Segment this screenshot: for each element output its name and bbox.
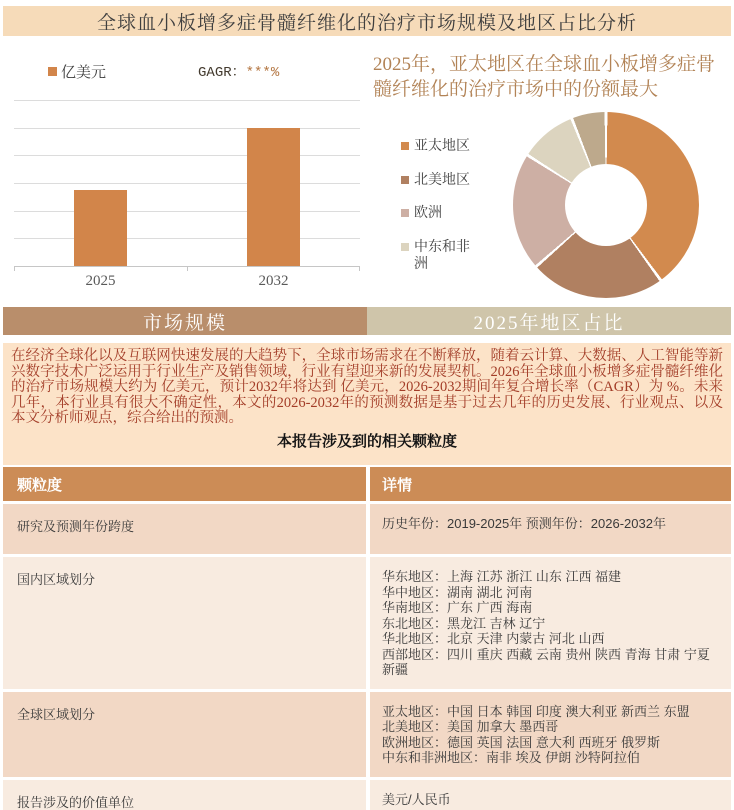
- row-details: [370, 780, 731, 810]
- tick-mark: [359, 267, 360, 271]
- row-details: [370, 557, 731, 689]
- donut-legend-item: [401, 239, 513, 274]
- donut-box: [513, 112, 699, 298]
- donut-chart-title: 2025年，亚太地区在全球血小板增多症骨髓纤维化的治疗市场中的份额最大: [373, 54, 716, 101]
- row-details: [370, 504, 731, 554]
- donut-legend-label: 北美地区: [414, 172, 470, 188]
- detail-line: 西部地区：四川 重庆 西藏 云南 贵州 陕西 青海 甘肃 宁夏 新疆: [382, 646, 710, 677]
- band-region-share: 2025年地区占比: [367, 307, 731, 335]
- table-row: [3, 557, 731, 689]
- detail-line: 华南地区：广东 广西 海南: [382, 600, 533, 615]
- table-header-granularity: 颗粒度: [3, 467, 366, 501]
- bar-series: [14, 100, 360, 266]
- donut-legend: [367, 112, 513, 298]
- table-row: [3, 692, 731, 777]
- detail-line: 美元/人民币: [382, 791, 451, 807]
- legend-swatch-icon: [401, 209, 409, 217]
- granularity-table: [3, 467, 731, 810]
- detail-line: 东北地区：黑龙江 吉林 辽宁: [382, 615, 546, 631]
- donut-chart: [367, 36, 734, 305]
- donut-legend-label: 欧洲: [414, 206, 442, 222]
- section-bands: [3, 307, 731, 335]
- donut-legend-item: [401, 138, 513, 156]
- cagr-annotation: [198, 61, 279, 81]
- bar-chart: [0, 36, 367, 305]
- row-label: 全球区域划分: [3, 692, 366, 777]
- x-axis-labels: [14, 273, 360, 290]
- x-tick-2025: 2025: [85, 273, 116, 289]
- detail-line: 华中地区：湖南 湖北 河南: [382, 584, 533, 600]
- granularity-title: 本报告涉及到的相关颗粒度: [276, 432, 457, 450]
- bar-2025: [74, 190, 127, 266]
- tick-mark: [14, 267, 15, 271]
- detail-line: 华北地区：北京 天津 内蒙古 河北 山西: [382, 631, 605, 646]
- bar-legend-label: 亿美元: [61, 63, 107, 81]
- tick-mark: [187, 267, 188, 271]
- legend-swatch-icon: [401, 142, 409, 150]
- detail-line: 欧洲地区：德国 英国 法国 意大利 西班牙 俄罗斯: [382, 734, 661, 750]
- detail-line: 亚太地区：中国 日本 韩国 印度 澳大利亚 新西兰 东盟: [382, 703, 690, 719]
- cagr-value: ***%: [245, 65, 280, 81]
- band-market-size: 市场规模: [3, 307, 367, 335]
- detail-line: 华东地区：上海 江苏 浙江 山东 江西 福建: [382, 569, 622, 584]
- analysis-block: [3, 343, 731, 465]
- row-label: 报告涉及的价值单位: [3, 780, 366, 810]
- table-body: [3, 504, 731, 810]
- table-row: [3, 780, 731, 810]
- donut-legend-item: [401, 172, 513, 190]
- legend-swatch-icon: [48, 67, 57, 76]
- donut-row: [367, 112, 734, 298]
- row-label: 国内区域划分: [3, 557, 366, 689]
- bar-chart-legend: [48, 62, 367, 80]
- detail-line: 中东和非洲地区：南非 埃及 伊朗 沙特阿拉伯: [382, 750, 640, 765]
- row-label: 研究及预测年份跨度: [3, 504, 366, 554]
- table-header-details: 详情: [370, 467, 731, 501]
- detail-line: 历史年份：2019-2025年 预测年份：2026-2032年: [382, 516, 666, 531]
- title-bar: [3, 6, 731, 36]
- bar-plot-area: [14, 100, 360, 267]
- x-tick-2032: 2032: [258, 273, 289, 289]
- table-row: [3, 504, 731, 554]
- page-title: 全球血小板增多症骨髓纤维化的治疗市场规模及地区占比分析: [96, 12, 637, 34]
- bar-2032: [247, 128, 300, 266]
- detail-line: 北美地区：美国 加拿大 墨西哥: [382, 719, 559, 734]
- legend-swatch-icon: [401, 243, 409, 251]
- legend-swatch-icon: [401, 176, 409, 184]
- table-header-row: [3, 467, 731, 501]
- charts-row: [0, 36, 734, 305]
- bar-plot-wrap: [14, 100, 360, 290]
- x-axis-ticks: [14, 267, 360, 271]
- donut-legend-item: [401, 205, 513, 223]
- donut-legend-label: 中东和非洲: [414, 239, 470, 273]
- donut-hole: [565, 164, 647, 246]
- analysis-paragraph: 在经济全球化以及互联网快速发展的大趋势下，全球市场需求在不断释放，随着云计算、大数据、人工智能等新兴数字技术广泛运用于行业生产及销售领域，行业有望迎来新的发展契机。2026年全球血小板增多症骨髓纤维化的治疗市场规模大约为 亿美元，预计2032年将达到 亿美元，2026-2032期间年复合增长率（CAGR）为 %。未来几年，本行业具有很大不确定性，本文的2026-2032年的预测数据是基于过去几年的历史发展、行业观点、以及本文分析师观点，综合给出的预测。: [11, 348, 723, 427]
- row-details: [370, 692, 731, 777]
- cagr-label: GAGR：: [198, 65, 246, 81]
- donut-legend-label: 亚太地区: [414, 139, 470, 155]
